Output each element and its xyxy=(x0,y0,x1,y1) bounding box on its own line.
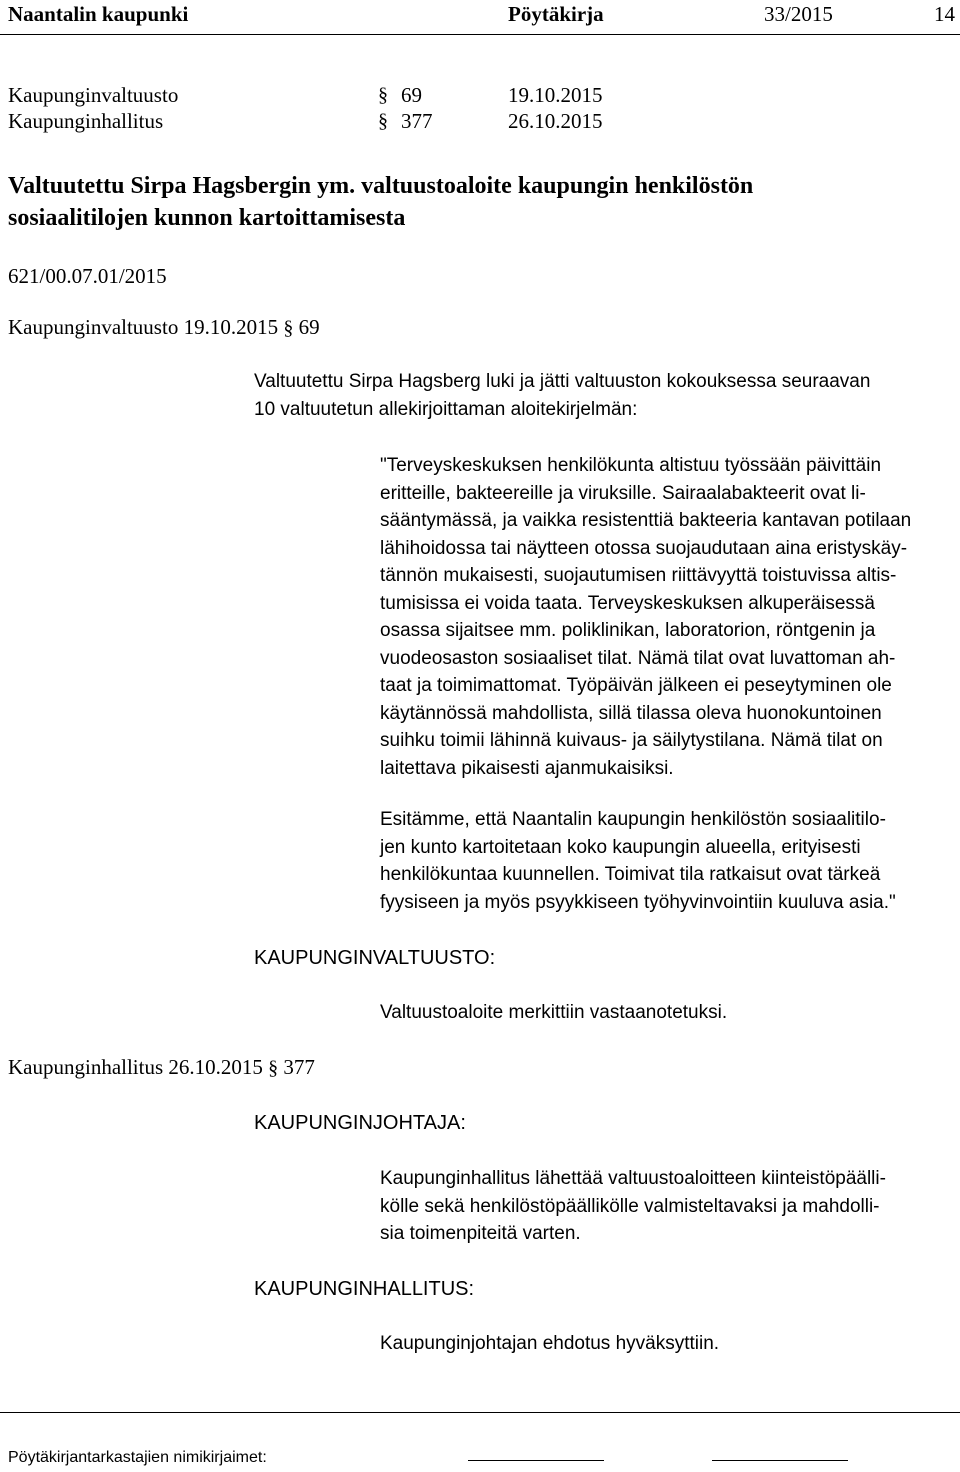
signature-line-1[interactable] xyxy=(468,1460,604,1461)
section1-heading-text: Kaupunginvaltuusto 19.10.2015 xyxy=(8,315,279,339)
signature-line-2[interactable] xyxy=(712,1460,848,1461)
intro-line: Valtuutettu Sirpa Hagsberg luki ja jätti valtuuston kokouksessa seuraavan xyxy=(254,371,871,392)
meeting-body-2: Kaupunginhallitus xyxy=(8,109,164,133)
quote-line: eritteille, bakteereille ja viruksille. Sairaalabakteerit ovat li- xyxy=(380,482,866,504)
quote-line: Esitämme, että Naantalin kaupungin henkilöstön sosiaalitilo- xyxy=(380,809,886,830)
document-title xyxy=(8,170,908,234)
section2-heading xyxy=(8,1054,315,1082)
meeting-date-2: 26.10.2015 xyxy=(508,109,603,133)
proposal-line: sia toimenpiteitä varten. xyxy=(380,1223,581,1244)
footer-divider xyxy=(0,1412,960,1413)
section1-heading xyxy=(8,314,320,342)
intro-paragraph xyxy=(254,368,870,423)
title-line-1: Valtuutettu Sirpa Hagsbergin ym. valtuustoaloite kaupungin henkilöstön xyxy=(8,173,754,199)
record-number: 621/00.07.01/2015 xyxy=(8,264,167,288)
intro-line: 10 valtuutetun allekirjoittaman aloitekirjelmän: xyxy=(254,398,638,420)
section-symbol-1: § xyxy=(378,84,388,106)
meeting-section-2: 377 xyxy=(401,109,433,133)
section2-symbol: § xyxy=(268,1057,279,1079)
quote-line: lähihoidossa tai näytteen otossa suojaudutaan aina eristyskäy- xyxy=(380,537,908,559)
signatures-label: Pöytäkirjantarkastajien nimikirjaimet: xyxy=(8,1449,267,1466)
header-doc-type: Pöytäkirja xyxy=(508,2,604,26)
header-page-number: 14 xyxy=(934,2,955,26)
header-city: Naantalin kaupunki xyxy=(8,2,189,26)
quote-line: henkilökuntaa kuunnellen. Toimivat tila ratkaisut ovat tärkeä xyxy=(380,864,881,885)
meeting-section-1: 69 xyxy=(401,83,422,107)
header-divider xyxy=(0,34,960,35)
section2-heading-text: Kaupunginhallitus 26.10.2015 xyxy=(8,1055,263,1079)
proposal-line: kölle sekä henkilöstöpäällikölle valmisteltavaksi ja mahdolli- xyxy=(380,1195,880,1217)
quote-line: tännön mukaisesti, suojautumisen riittävyyttä toistuvissa altis- xyxy=(380,565,897,586)
proposal-line: Kaupunginhallitus lähettää valtuustoaloitteen kiinteistöpäälli- xyxy=(380,1168,886,1189)
quote-paragraph-2 xyxy=(380,806,896,916)
quote-line: jen kunto kartoitetaan koko kaupungin alueella, erityisesti xyxy=(380,836,861,858)
board-label: KAUPUNGINHALLITUS: xyxy=(254,1278,475,1300)
section2-number: 377 xyxy=(283,1055,315,1079)
title-line-2: sosiaalitilojen kunnon kartoittamisesta xyxy=(8,205,406,231)
quote-line: osassa sijaitsee mm. poliklinikan, laboratorion, röntgenin ja xyxy=(380,620,876,641)
quote-line: suihku toimii lähinnä kuivaus- ja säilytystilana. Nämä tilat on xyxy=(380,730,883,751)
quote-line: vuodeosaston sosiaaliset tilat. Nämä tilat ovat luvattoman ah- xyxy=(380,647,896,669)
council-label: KAUPUNGINVALTUUSTO: xyxy=(254,947,496,969)
board-decision: Kaupunginjohtajan ehdotus hyväksyttiin. xyxy=(380,1333,720,1354)
quote-line: sääntymässä, ja vaikka resistenttiä bakteeria kantavan potilaan xyxy=(380,510,912,531)
meeting-body-1: Kaupunginvaltuusto xyxy=(8,83,179,107)
section1-number: 69 xyxy=(298,315,320,339)
quote-paragraph-1 xyxy=(380,452,911,782)
quote-line: tumisissa ei voida taata. Terveyskeskuksen alkuperäisessä xyxy=(380,592,875,614)
quote-line: "Terveyskeskuksen henkilökunta altistuu työssään päivittäin xyxy=(380,455,882,476)
mayor-proposal xyxy=(380,1165,886,1248)
council-decision: Valtuustoaloite merkittiin vastaanotetuksi. xyxy=(380,1002,728,1023)
section-symbol-2: § xyxy=(378,110,388,132)
mayor-label: KAUPUNGINJOHTAJA: xyxy=(254,1112,466,1134)
header-doc-number: 33/2015 xyxy=(764,2,833,26)
section1-symbol: § xyxy=(283,317,294,339)
quote-line: taat ja toimimattomat. Työpäivän jälkeen ei peseytyminen ole xyxy=(380,675,892,696)
meeting-date-1: 19.10.2015 xyxy=(508,83,603,107)
quote-line: fyysiseen ja myös psyykkiseen työhyvinvointiin kuuluva asia." xyxy=(380,891,896,913)
quote-line: laitettava pikaisesti ajanmukaisiksi. xyxy=(380,757,674,779)
quote-line: käytännössä mahdollista, sillä tilassa oleva huonokuntoinen xyxy=(380,702,882,724)
